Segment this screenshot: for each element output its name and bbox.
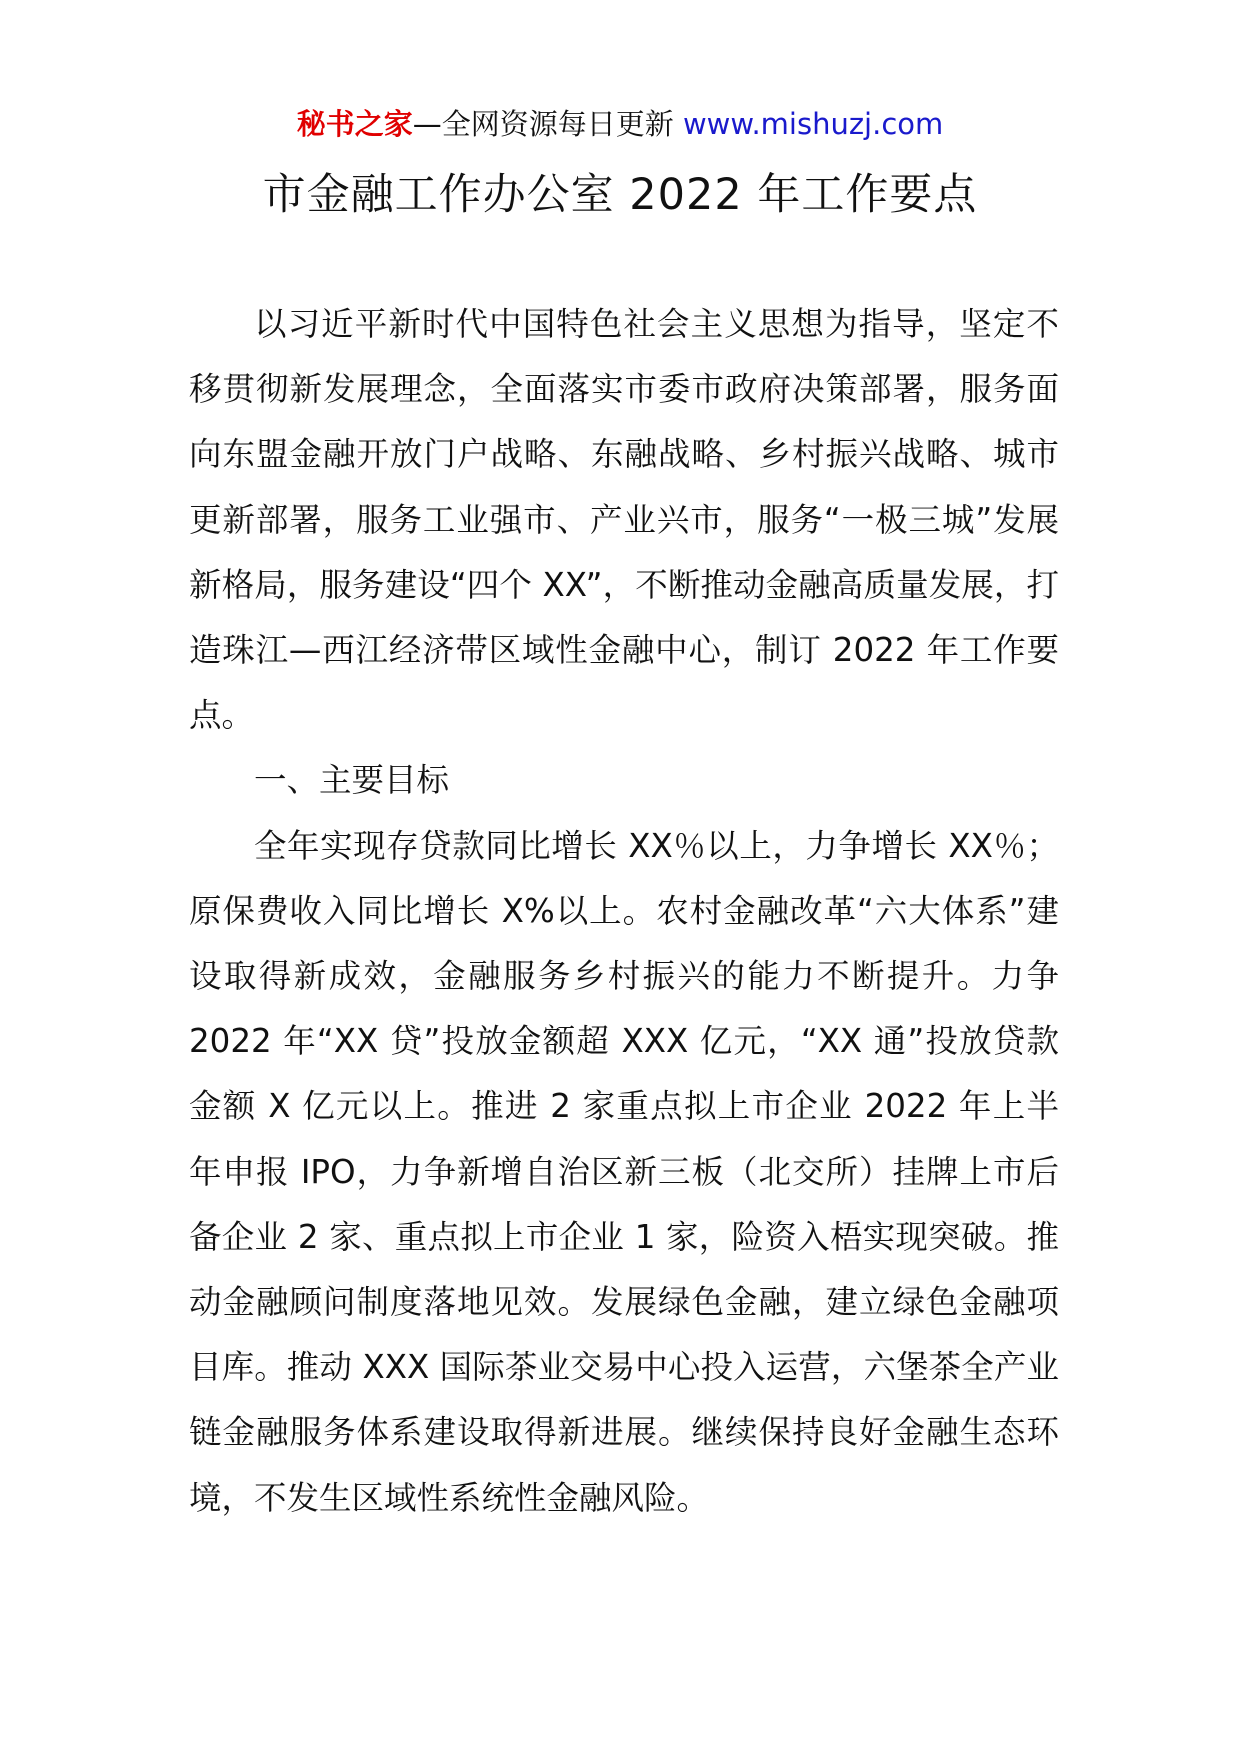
goals-paragraph: 全年实现存贷款同比增长 XX％以上，力争增长 XX％；原保费收入同比增长 X%以上。农村金融改革“六大体系”建设取得新成效，金融服务乡村振兴的能力不断提升。力争 2022 年“XX 贷”投放金额超 XXX 亿元，“XX 通”投放贷款金额 X 亿元以上。推进 2 家重点拟上市企业 2022 年上半年申报 IPO，力争新增自治区新三板（北交所）挂牌上市后备企业 2 家、重点拟上市企业 1 家，险资入梧实现突破。推动金融顾问制度落地见效。发展绿色金融，建立绿色金融项目库。推动 XXX 国际茶业交易中心投入运营，六堡茶全产业链金融服务体系建设取得新进展。继续保持良好金融生态环境，不发生区域性系统性金融风险。 — [189, 826, 1059, 1517]
document-title: 市金融工作办公室 2022 年工作要点 — [262, 170, 978, 220]
site-url-link[interactable]: www.mishuzj.com — [682, 107, 944, 141]
intro-paragraph: 以习近平新时代中国特色社会主义思想为指导，坚定不移贯彻新发展理念，全面落实市委市政府决策部署，服务面向东盟金融开放门户战略、东融战略、乡村振兴战略、城市更新部署，服务工业强市、产业兴市，服务“一极三城”发展新格局，服务建设“四个 XX”，不断推动金融高质量发展，打造珠江—西江经济带区域性金融中心，制订 2022 年工作要点。 — [189, 305, 1059, 735]
site-tagline: —全网资源每日更新 — [412, 107, 674, 141]
site-banner — [0, 102, 1240, 146]
section-heading: 一、主要目标 — [254, 761, 450, 800]
site-brand: 秘书之家 — [296, 107, 413, 141]
document-body — [189, 292, 1059, 1531]
